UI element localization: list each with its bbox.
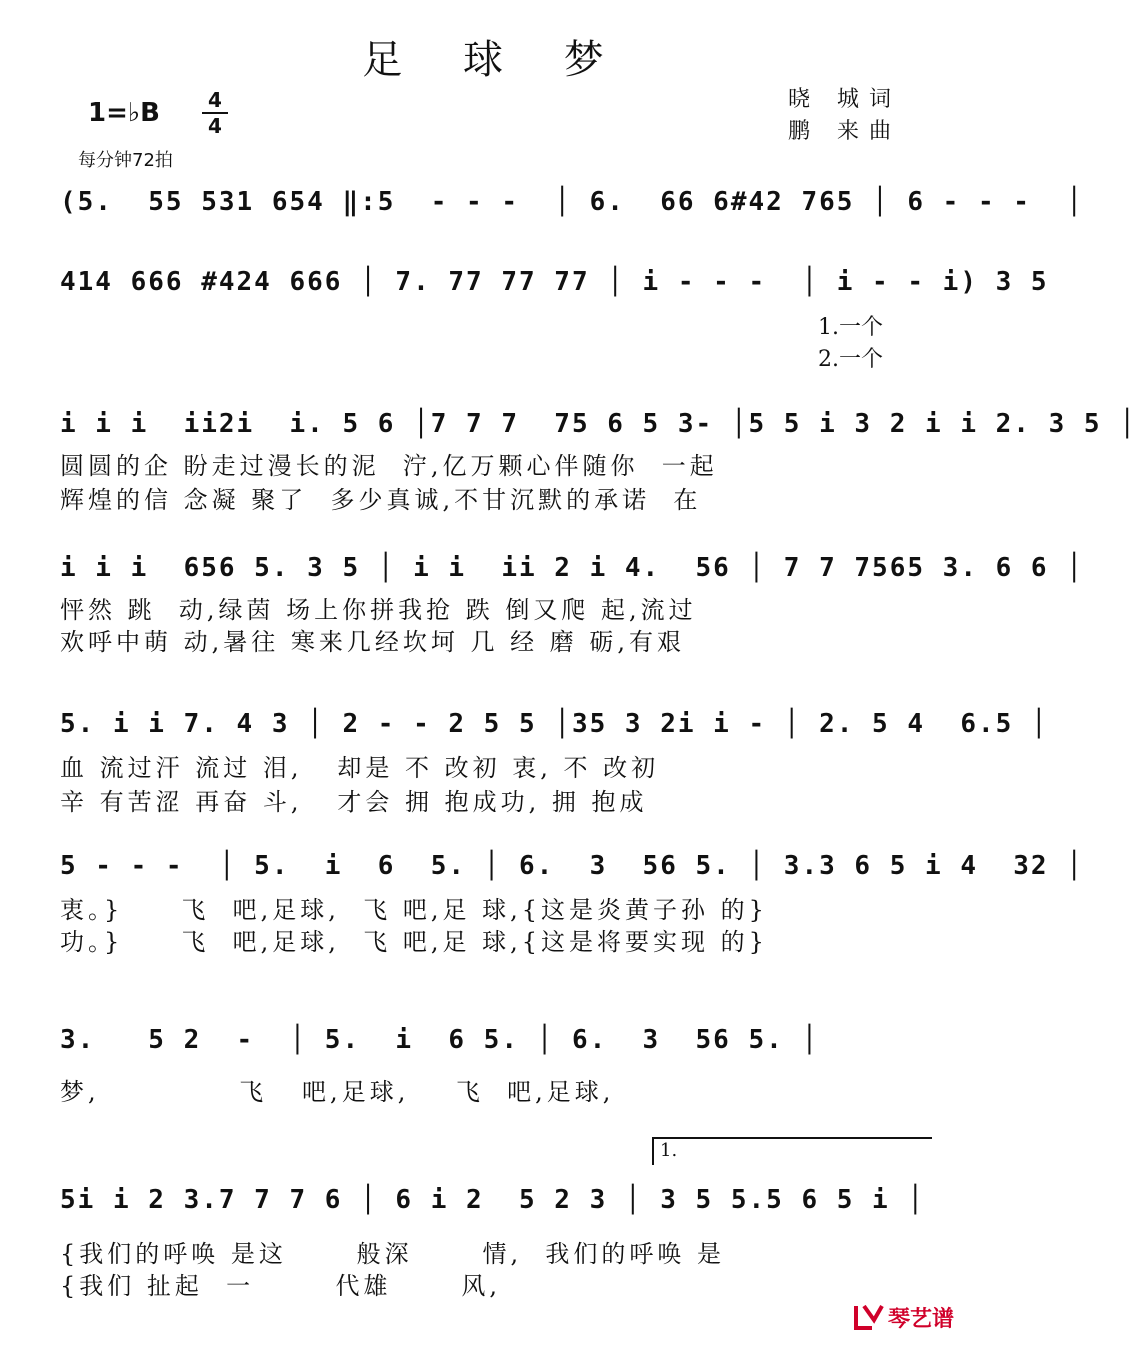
- volta-label: 1.: [660, 1140, 678, 1161]
- tempo-marking: 每分钟72拍: [78, 150, 173, 171]
- lyric-line: 梦, 飞 吧,足球, 飞 吧,足球,: [60, 1078, 615, 1106]
- staff-row-4: [60, 548, 1084, 588]
- time-signature-bottom: 4: [208, 114, 222, 138]
- notation-line: i i i ii2i i. 5 6 │7 7 7 75 6 5 3- │5 5 i 3 2 i i 2. 3 5 │: [60, 409, 1137, 439]
- site-logo-watermark: [852, 1300, 972, 1338]
- lyricist: 晓 城词: [788, 87, 901, 112]
- notation-line: i i i 656 5. 3 5 │ i i ii 2 i 4. 56 │ 7 7 7565 3. 6 6 │: [60, 553, 1084, 583]
- ending-1-lyric: 1.一个: [818, 315, 883, 340]
- notation-line: 5. i i 7. 4 3 │ 2 - - 2 5 5 │35 3 2i i - │ 2. 5 4 6.5 │: [60, 709, 1049, 739]
- staff-row-6: [60, 846, 1084, 886]
- ending-2-lyric: 2.一个: [818, 347, 883, 372]
- volta-bracket: [652, 1137, 932, 1139]
- volta-bracket-tick: [652, 1137, 654, 1165]
- credits: [788, 84, 901, 148]
- staff-row-3: [60, 404, 1137, 444]
- logo-icon: [852, 1300, 972, 1334]
- staff-row-5: [60, 704, 1049, 744]
- lyric-line: 欢呼中萌 动,暑往 寒来几经坎坷 几 经 磨 砺,有艰: [60, 628, 686, 656]
- svg-text:琴艺谱: 琴艺谱: [888, 1307, 955, 1332]
- song-title: 足 球 梦: [362, 37, 628, 83]
- key-signature: 1=♭B: [88, 98, 160, 128]
- notation-line: 5i i 2 3.7 7 7 6 │ 6 i 2 5 2 3 │ 3 5 5.5 6 5 i │: [60, 1185, 926, 1215]
- notation-line: 414 666 #424 666 │ 7. 77 77 77 │ i - - - │ i - - i) 3 5: [60, 267, 1049, 297]
- lyric-line: 怦然 跳 动,绿茵 场上你拼我抢 跌 倒又爬 起,流过: [60, 596, 697, 624]
- lyric-line: 功。} 飞 吧,足球, 飞 吧,足 球,{这是将要实现 的}: [60, 928, 768, 956]
- lyric-line: 衷。} 飞 吧,足球, 飞 吧,足 球,{这是炎黄子孙 的}: [60, 896, 768, 924]
- notation-line: 3. 5 2 - │ 5. i 6 5. │ 6. 3 56 5. │: [60, 1025, 820, 1055]
- lyric-line: 辛 有苦涩 再奋 斗, 才会 拥 抱成功, 拥 抱成: [60, 788, 648, 816]
- staff-row-1: [60, 182, 1084, 222]
- notation-line: (5. 55 531 654 ‖:5 - - - │ 6. 66 6#42 765 │ 6 - - - │: [60, 187, 1084, 217]
- lyric-line: {我们 扯起 一 代雄 风,: [60, 1272, 501, 1300]
- composer: 鹏 来曲: [788, 119, 901, 144]
- lyric-line: {我们的呼唤 是这 般深 情, 我们的呼唤 是: [60, 1240, 725, 1268]
- time-signature: [202, 90, 228, 136]
- staff-row-8: [60, 1180, 940, 1220]
- notation-line: 5 - - - │ 5. i 6 5. │ 6. 3 56 5. │ 3.3 6 5 i 4 32 │: [60, 851, 1084, 881]
- staff-row-2: [60, 262, 1049, 302]
- lyric-line: 血 流过汗 流过 泪, 却是 不 改初 衷, 不 改初: [60, 754, 660, 782]
- staff-row-7: [60, 1020, 940, 1060]
- lyric-line: 圆圆的企 盼走过漫长的泥 泞,亿万颗心伴随你 一起: [60, 452, 718, 480]
- time-signature-top: 4: [208, 88, 222, 112]
- lyric-line: 辉煌的信 念凝 聚了 多少真诚,不甘沉默的承诺 在: [60, 486, 702, 514]
